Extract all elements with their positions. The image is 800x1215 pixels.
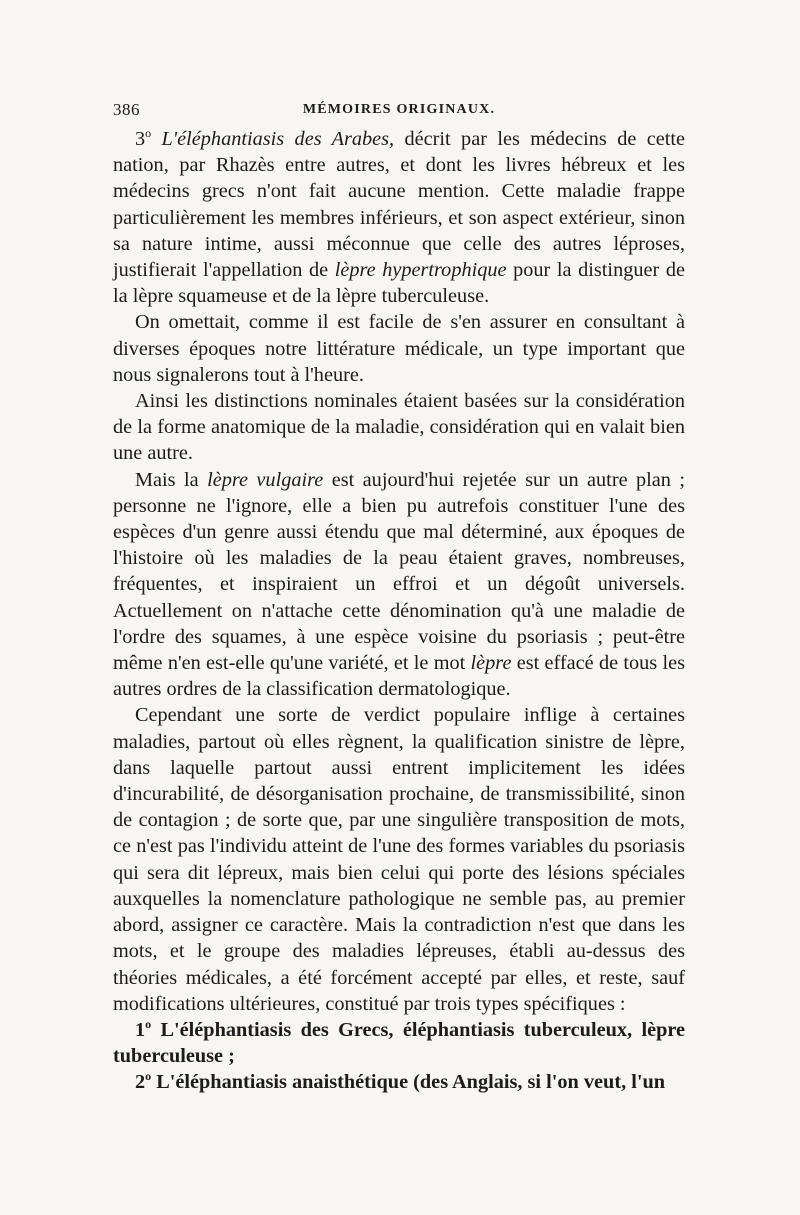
running-header	[113, 98, 685, 122]
running-title: MÉMOIRES ORIGINAUX.	[302, 102, 496, 117]
paragraph-text: On omettait, comme il est facile de s'en assurer en consultant à diverses époques notre littérature médicale, un type important que nous signalerons tout à l'heure.	[113, 311, 685, 386]
list-number: 2	[135, 1071, 146, 1094]
ordinal-superscript: o	[145, 1069, 152, 1084]
list-number: 1	[135, 1018, 146, 1041]
paragraph-text: L'éléphantiasis anaisthétique (des Anglais, si l'on veut, l'un	[151, 1071, 666, 1094]
paragraph-text: Mais la	[135, 468, 208, 491]
paragraph-text: est effacé de tous les autres ordres de la classification dermatologique.	[113, 652, 685, 701]
term-italic: lèpre vulgaire	[207, 468, 324, 491]
paragraph-text: est aujourd'hui rejetée sur un autre plan ; personne ne l'ignore, elle a bien pu autrefois constituer l'une des espèces d'un genre aussi étendu que mal déterminé, aux époques de l'histoire où les maladies de la peau étaient graves, nombreuses, fréquentes, et inspiraient un effroi et un dégoût universels. Actuellement on n'attache cette dénomination qu'à une maladie de l'ordre des squames, à une espèce voisine du psoriasis ; peut-être même n'en est-elle qu'une variété, et le mot	[113, 468, 686, 675]
list-item-type-1	[113, 1017, 685, 1069]
paragraph-text: pour la distinguer de la lèpre squameuse et de la lèpre tuberculeuse.	[113, 259, 685, 308]
paragraph-elephantiasis-arabes	[113, 126, 685, 309]
term-italic: lèpre	[470, 652, 512, 675]
paragraph-omission	[113, 309, 685, 388]
list-item-type-2	[113, 1069, 685, 1095]
list-number: 3	[135, 128, 146, 150]
page-number: 386	[113, 100, 140, 119]
paragraph-text: L'éléphantiasis des Grecs, éléphantiasis tuberculeux, lèpre tuberculeuse ;	[113, 1018, 685, 1068]
term-italic: L'éléphantiasis des Arabes,	[161, 128, 395, 150]
body-text	[113, 126, 685, 1096]
paragraph-text: Ainsi les distinctions nominales étaient basées sur la considération de la forme anatomique de la maladie, considération qui en valait bien une autre.	[113, 390, 685, 465]
paragraph-lepre-vulgaire	[113, 467, 685, 703]
paragraph-distinctions	[113, 388, 685, 467]
term-italic: lèpre hypertrophique	[334, 259, 507, 282]
paragraph-verdict-populaire	[113, 702, 685, 1016]
paragraph-text: Cependant une sorte de verdict populaire inflige à certaines maladies, partout où elles règnent, la qualification sinistre de lèpre, dans laquelle partout aussi entrent implicitement les idées d'incurabilité, de désorganisation prochaine, de transmissibilité, sinon de contagion ; de sorte que, par une singulière transposition de mots, ce n'est pas l'individu atteint de l'une des formes variables du psoriasis qui sera dit lépreux, mais bien celui qui porte des lésions spéciales auxquelles la nomenclature pathologique ne semble pas, au premier abord, assigner ce caractère. Mais la contradiction n'est que dans les mots, et le groupe des maladies lépreuses, établi au-dessus des théories médicales, a été forcément accepté par elles, et reste, sauf modifications ultérieures, constitué par trois types spécifiques :	[113, 704, 685, 1015]
ordinal-superscript: o	[145, 1017, 152, 1032]
paragraph-text: décrit par les médecins de cette nation, par Rhazès entre autres, et dont les livres hébreux et les médecins grecs n'ont fait aucune mention. Cette maladie frappe particulièrement les membres inférieurs, et son aspect extérieur, sinon sa nature intime, aussi méconnue que celle des autres léproses, justifierait l'appellation de	[113, 128, 685, 282]
ordinal-superscript: o	[145, 126, 152, 141]
